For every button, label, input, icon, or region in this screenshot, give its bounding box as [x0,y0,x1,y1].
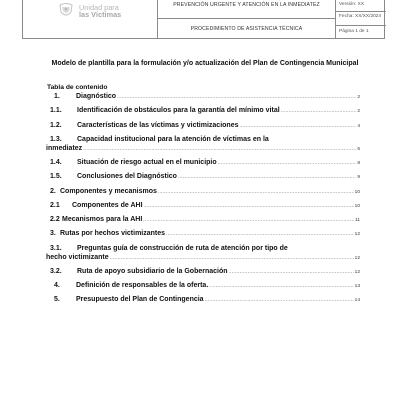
toc-page: 14 [354,298,360,304]
toc-number: 2.1 [50,201,60,209]
toc-entry[interactable] [50,122,360,132]
version-cell [336,0,386,12]
toc-text: Diagnóstico [76,93,117,100]
toc-entry[interactable] [46,244,360,264]
toc-text: Ruta de apoyo subsidiario de la Gobernación [77,267,228,275]
toc-number: 3. [50,230,56,238]
version-text: Versión: XX [339,2,365,7]
toc-text: Definición de responsables de la oferta. [76,282,209,290]
toc-text: Características de las víctimas y victimizaciones [77,121,239,129]
toc-entry[interactable] [50,230,360,240]
toc-entry[interactable] [54,296,360,306]
toc-entry[interactable] [50,268,360,278]
document-title: Modelo de plantilla para la formulación y/o actualización del Plan de Contingencia Municipal [51,60,359,67]
toc-text: Presupuesto del Plan de Contingencia [76,296,204,304]
toc-entry[interactable] [46,135,360,155]
toc-entry[interactable] [50,188,360,198]
toc-entry[interactable] [50,107,360,117]
process-title: PREVENCIÓN URGENTE Y ATENCIÓN EN LA INMEDIATEZ [173,2,320,8]
toc-number: 1. [54,93,60,100]
toc-text-continued: inmediatez [46,144,83,152]
toc-page: 9 [357,175,360,181]
toc-leader [281,107,357,116]
toc-page: 6 [357,146,360,152]
toc-number: 1.1. [50,107,62,115]
toc-text: Conclusiones del Diagnóstico [77,173,177,181]
toc-entry[interactable] [50,202,360,212]
toc-page: 10 [354,203,360,209]
toc-number: 1.2. [50,121,62,129]
toc-leader [144,202,354,211]
toc-leader [158,188,354,197]
toc-entry[interactable] [50,216,360,226]
toc-text: Capacidad institucional para la atención de víctimas en la [77,135,269,143]
page-cell [336,26,386,38]
toc-text: Rutas por hechos victimizantes [60,230,166,238]
toc-leader [166,230,354,239]
process-cell [158,0,336,19]
toc-number: 4. [54,282,60,290]
toc-number: 1.5. [50,173,62,181]
toc-leader [218,159,357,168]
toc-text: Preguntas guía de construcción de ruta de atención por tipo de [77,244,288,252]
toc-page: 2 [357,95,360,100]
toc-number: 2. [50,187,56,195]
toc-leader [110,254,354,263]
toc-leader [239,122,356,131]
toc-number: 5. [54,296,60,304]
toc-number: 2.2 [50,216,60,224]
toc-page: 11 [355,218,360,224]
toc-page: 4 [357,123,360,129]
date-text: Fecha: XX/XX/2024 [339,14,382,19]
toc-leader [83,145,356,154]
unidad-victimas-logo [57,3,121,19]
toc-page: 12 [354,255,360,261]
toc-text: Componentes y mecanismos [60,187,157,195]
toc-number: 3.1. [50,244,62,252]
logo-cell [23,0,158,38]
toc-leader [209,282,353,291]
toc-text: Mecanismos para la AHI [62,216,143,224]
date-cell [336,12,386,26]
procedure-title: PROCEDIMIENTO DE ASISTENCIA TÉCNICA [190,26,303,32]
table-of-contents [46,93,360,311]
toc-leader [143,216,354,225]
document-header-table [22,0,385,39]
toc-page: 12 [354,232,360,238]
toc-leader [178,173,356,182]
toc-page: 10 [354,189,360,195]
toc-text: Componentes de AHI [72,201,143,209]
toc-entry[interactable] [50,173,360,183]
toc-leader [229,268,354,277]
toc-entry[interactable] [54,282,360,292]
toc-number: 3.2. [50,267,62,275]
logo-line-1: Unidad para [79,2,119,12]
page-number-text: Página 1 de 1 [339,29,369,34]
toc-number: 1.3. [50,135,62,143]
coat-of-arms-icon [57,3,75,19]
toc-leader [205,296,354,305]
toc-text-continued: hecho victimizante [46,253,109,261]
toc-page: 2 [357,109,360,115]
toc-text: Identificación de obstáculos para la garantía del mínimo vital [77,107,280,115]
toc-number: 1.4. [50,158,62,166]
toc-entry[interactable] [50,159,360,169]
toc-text: Situación de riesgo actual en el municipio [77,158,217,166]
procedure-cell [158,19,336,38]
toc-leader [117,93,356,102]
toc-page: 8 [357,160,360,166]
toc-heading: Tabla de contenido [47,84,108,91]
toc-page: 12 [354,269,360,275]
toc-entry[interactable] [54,93,360,103]
toc-page: 13 [354,284,360,290]
logo-line-2: las Víctimas [79,10,122,19]
